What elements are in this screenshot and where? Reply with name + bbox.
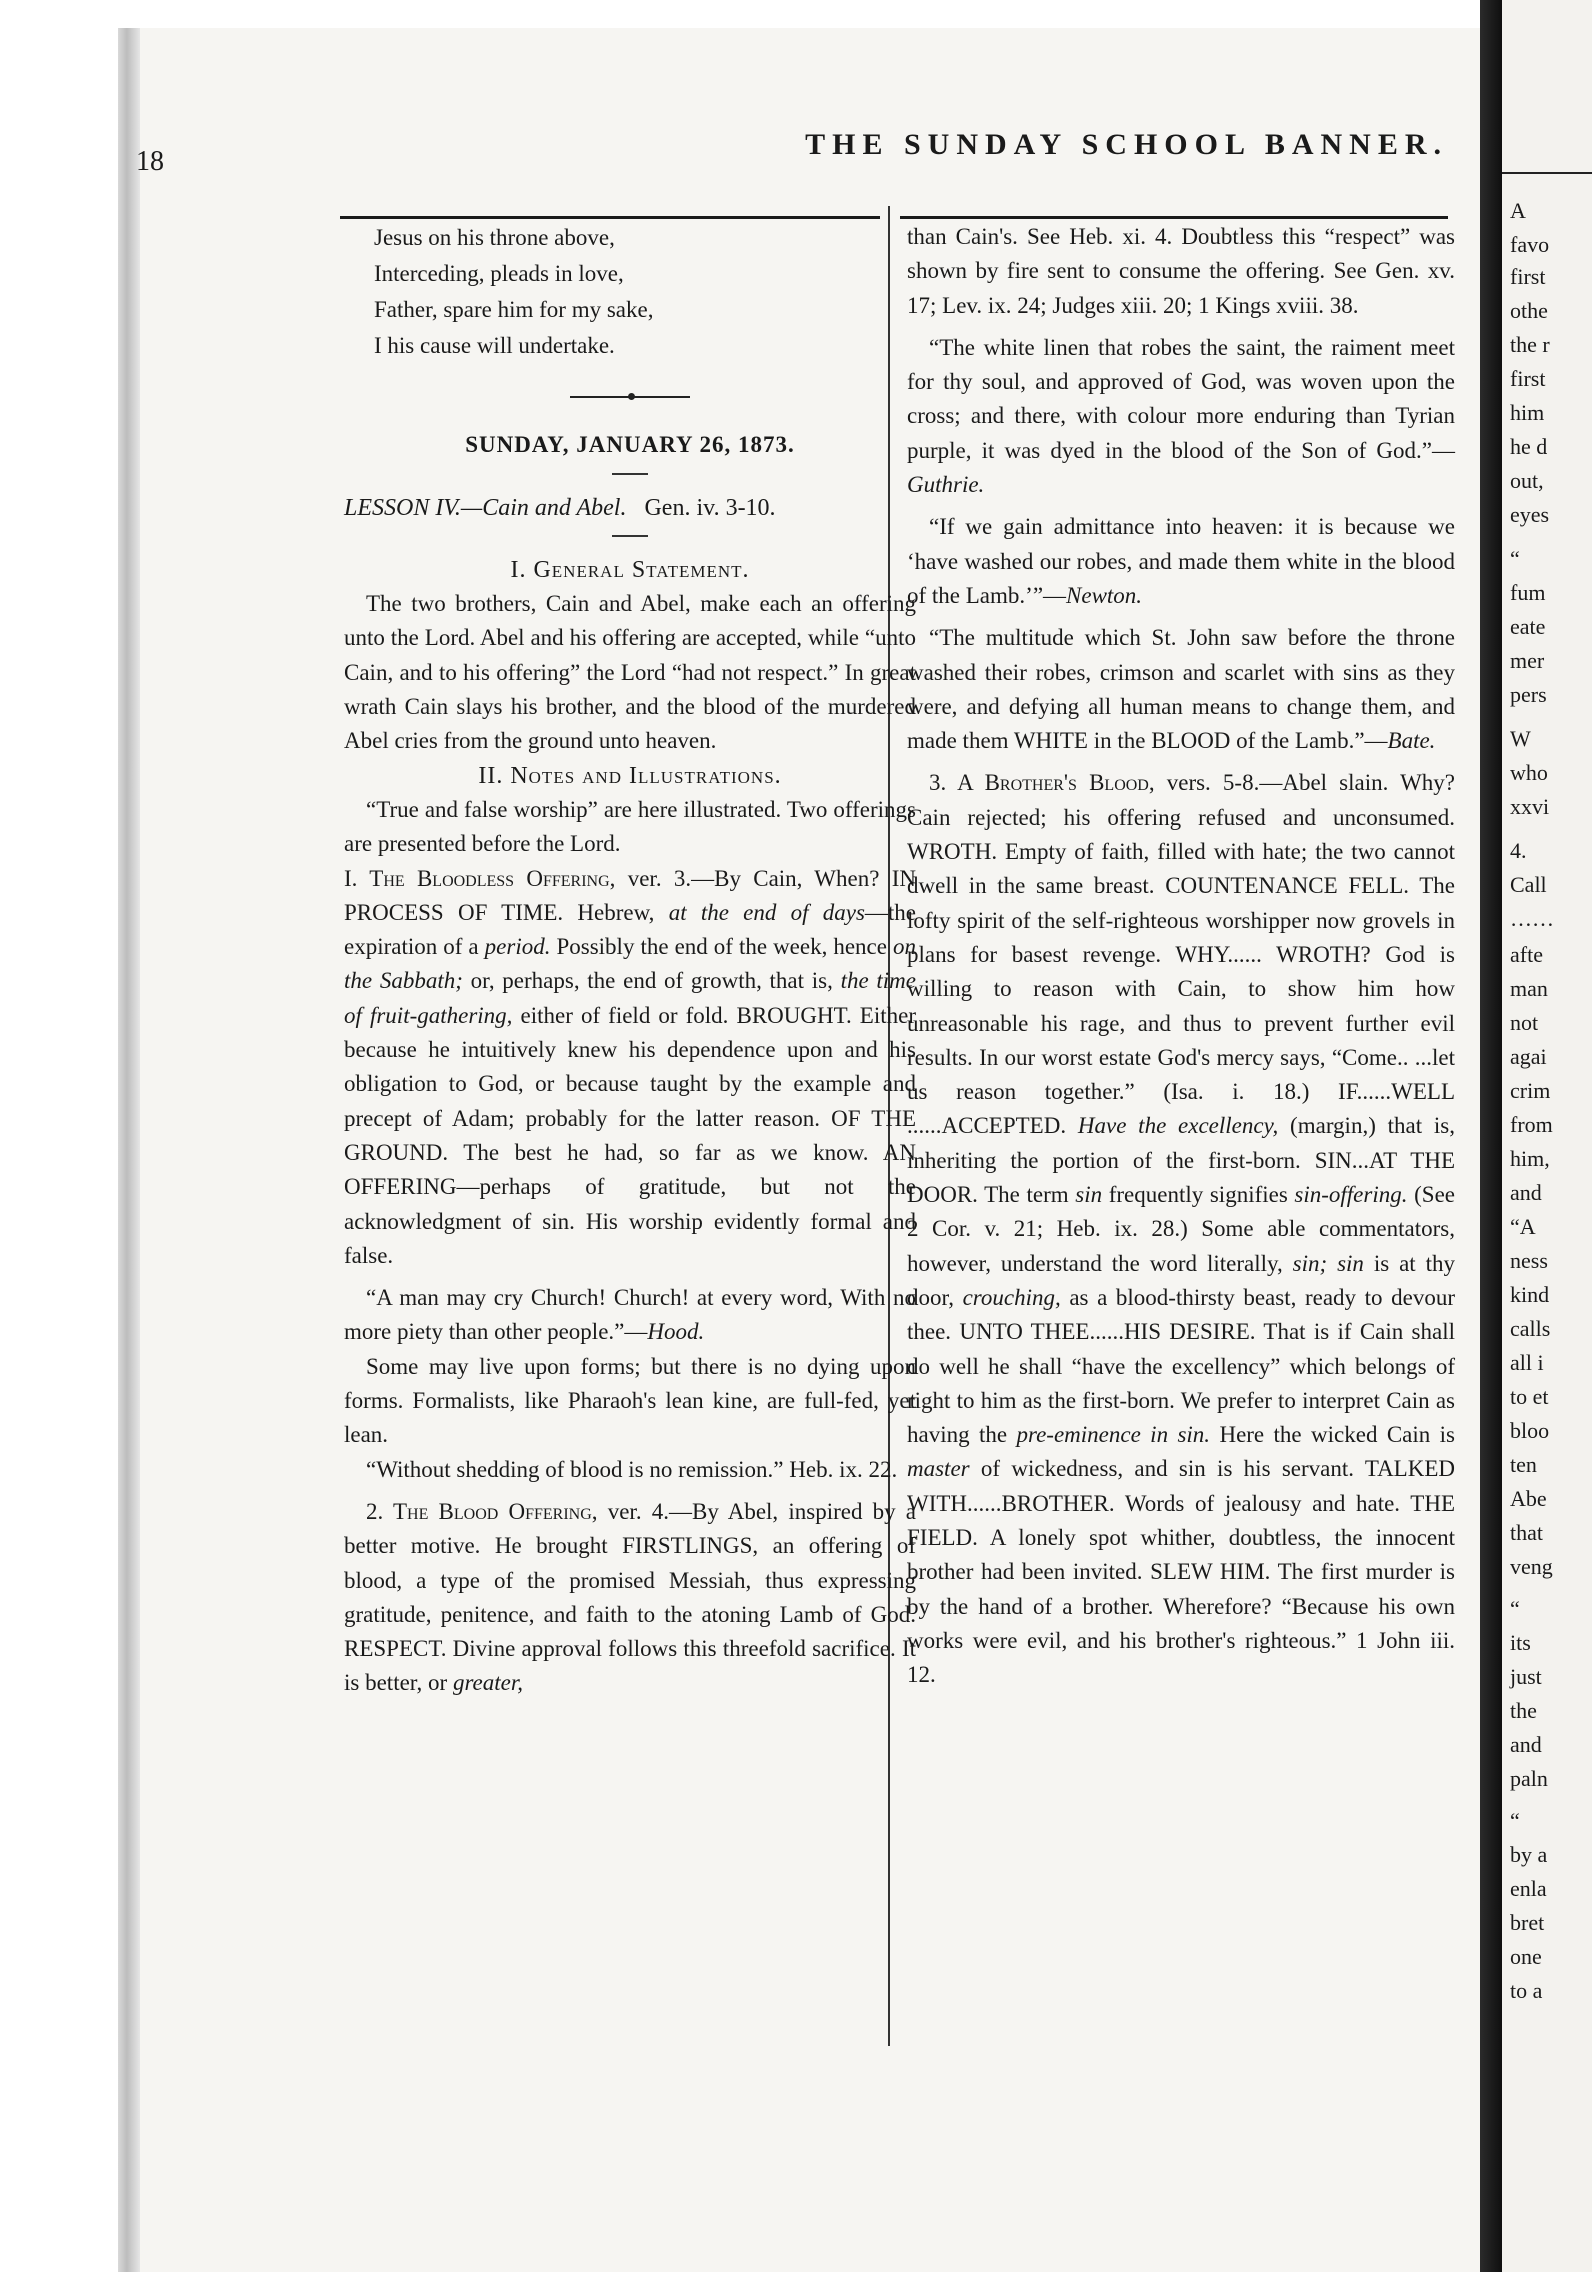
- adjacent-page-text-fragment: to a: [1510, 1978, 1543, 2003]
- right-column: [907, 220, 1455, 1692]
- adjacent-page-text-fragment: man: [1510, 976, 1548, 1001]
- text-run: —the expiration of a: [344, 899, 917, 960]
- guthrie-quote: [907, 331, 1455, 502]
- adjacent-page-text-fragment: bloo: [1510, 1418, 1550, 1443]
- adjacent-page-text-fragment: ten: [1510, 1452, 1537, 1477]
- adjacent-page-text-fragment: crim: [1510, 1078, 1551, 1103]
- quote-author: Guthrie.: [907, 472, 985, 498]
- binding-gutter: [1480, 0, 1502, 2272]
- adjacent-page-text-fragment: to et: [1510, 1384, 1549, 1409]
- quote-author: Hood.: [647, 1319, 705, 1345]
- text-run: ver. 4.—By Abel, inspired by a better motive. He brought FIRSTLINGS, an offering of blood, a type of the promised Messiah, thus expressing gratitude, penitence, and faith to the atoning Lamb of God. RESPECT. Divine approval follows this threefold sacrifice. It is better, or: [344, 1498, 917, 1696]
- poem-line: Interceding, pleads in love,: [374, 261, 624, 286]
- quote-author: Newton.: [1066, 582, 1143, 608]
- adjacent-page-text-fragment: the: [1510, 1698, 1537, 1723]
- adjacent-page-text-fragment: not: [1510, 1010, 1539, 1035]
- italic-run: period.: [484, 934, 551, 960]
- poem-line: Father, spare him for my sake,: [374, 297, 654, 322]
- header-rule-left: [340, 216, 880, 219]
- italic-run: sin-offering.: [1294, 1182, 1408, 1208]
- italic-run: master: [907, 1456, 970, 1482]
- adjacent-page-text-fragment: he d: [1510, 434, 1548, 459]
- adjacent-page-text-fragment: all i: [1510, 1350, 1544, 1375]
- bloodless-offering-paragraph: [344, 862, 916, 1274]
- general-statement-paragraph: The two brothers, Cain and Abel, make each an offering unto the Lord. Abel and his offering are accepted, while “unto Cain, and to his offering” the Lord “had not respect.” In great wrath Cain slays his brother, and the blood of the murdered Abel cries from the ground unto heaven.: [344, 591, 916, 754]
- lesson-label: LESSON IV.—Cain and Abel.: [344, 494, 627, 521]
- adjacent-page-text-fragment: him,: [1510, 1146, 1550, 1171]
- short-rule: [612, 473, 648, 475]
- adjacent-page-text-fragment: enla: [1510, 1876, 1547, 1901]
- brothers-blood-heading: 3. A Brother's Blood,: [929, 770, 1155, 796]
- italic-run: the time of fruit-gathering,: [344, 968, 916, 1028]
- continued-paragraph: than Cain's. See Heb. xi. 4. Doubtless this “respect” was shown by fire sent to consume the offering. See Gen. xv. 17; Lev. ix. 24; Judges xiii. 20; 1 Kings xviii. 38.: [907, 224, 1455, 318]
- italic-run: sin: [1075, 1182, 1103, 1208]
- date-heading: SUNDAY, JANUARY 26, 1873.: [465, 432, 795, 458]
- poem-line: I his cause will undertake.: [374, 333, 615, 358]
- lesson-title: [344, 491, 916, 525]
- section-heading-general-statement: I. General Statement.: [510, 556, 750, 583]
- adjacent-page-text-fragment: 4.: [1510, 838, 1527, 863]
- adjacent-page-text-fragment: “A: [1510, 1214, 1536, 1239]
- shedding-paragraph: “Without shedding of blood is no remission.” Heb. ix. 22.: [366, 1456, 898, 1482]
- quote-text: “The white linen that robes the saint, the raiment meet for thy soul, and approved of God, was woven upon the cross; and there, with colour more enduring than Tyrian purple, it was dyed in the blood of the Son of God.”—: [907, 334, 1455, 463]
- header-rule-right: [900, 216, 1448, 219]
- adjacent-page-text-fragment: from: [1510, 1112, 1553, 1137]
- left-column: [344, 220, 916, 1701]
- section-heading-notes: II. Notes and Illustrations.: [478, 762, 782, 789]
- adjacent-page-rule: [1502, 172, 1592, 174]
- text-run: ver. 3.—By Cain, When? IN PROCESS OF TIME. Hebrew,: [344, 865, 916, 925]
- adjacent-page-text-fragment: kind: [1510, 1282, 1550, 1307]
- lesson-reference: Gen. iv. 3-10.: [644, 494, 776, 521]
- adjacent-page-text-fragment: Call: [1510, 872, 1547, 897]
- text-run: of wickedness, and sin is his servant. TALKED WITH......BROTHER. Words of jealousy and hate. THE FIELD. A lonely spot whither, doubtless, the innocent brother had been invited. SLEW HIM. The first murder is by the hand of a brother. Wherefore? “Because his own works were evil, and his brother's righteous.” 1 John iii. 12.: [907, 1456, 1455, 1688]
- brothers-blood-paragraph: [907, 766, 1455, 1692]
- italic-run: sin; sin: [1292, 1250, 1364, 1276]
- bate-quote: [907, 621, 1455, 758]
- adjacent-page-text-fragment: “: [1510, 546, 1520, 571]
- adjacent-page-fragment: [1502, 0, 1592, 2272]
- quote-text: “The multitude which St. John saw before the throne washed their robes, crimson and scarlet with sins as they were, and defying all human means to change them, and made them WHITE in the BLOOD of the Lamb.”—: [907, 625, 1455, 754]
- quote-author: Bate.: [1387, 728, 1436, 754]
- adjacent-page-text-fragment: by a: [1510, 1842, 1548, 1867]
- page-edge-shadow: [118, 28, 140, 2272]
- adjacent-page-text-fragment: othe: [1510, 298, 1548, 323]
- text-run: either of field or fold. BROUGHT. Either because he intuitively knew his dependence upon and his obligation to God, or because taught by the example and precept of Adam; probably for the latter reason. OF THE GROUND. The best he had, so far as we know. AN OFFERING—perhaps of gratitude, but not the acknowledgment of sin. His worship evidently formal and false.: [344, 1002, 916, 1268]
- adjacent-page-text-fragment: xxvi: [1510, 794, 1550, 819]
- notes-intro-paragraph: “True and false worship” are here illustrated. Two offerings are presented before the Lord.: [344, 796, 916, 857]
- adjacent-page-text-fragment: afte: [1510, 942, 1543, 967]
- adjacent-page-text-fragment: ……: [1510, 906, 1554, 931]
- text-run: is at thy door,: [907, 1250, 1455, 1310]
- adjacent-page-text-fragment: who: [1510, 760, 1548, 785]
- adjacent-page-text-fragment: paln: [1510, 1766, 1548, 1791]
- adjacent-page-text-fragment: eyes: [1510, 502, 1550, 527]
- italic-run: greater,: [452, 1670, 523, 1696]
- bloodless-offering-heading: I. The Bloodless Offering,: [344, 865, 616, 891]
- blood-offering-heading: 2. The Blood Offering,: [366, 1498, 598, 1524]
- adjacent-page-text-fragment: that: [1510, 1520, 1543, 1545]
- adjacent-page-text-fragment: mer: [1510, 648, 1545, 673]
- adjacent-page-text-fragment: fum: [1510, 580, 1546, 605]
- page-number: 18: [136, 146, 164, 177]
- adjacent-page-text-fragment: its: [1510, 1630, 1531, 1655]
- adjacent-page-text-fragment: just: [1510, 1664, 1542, 1689]
- poem-line: Jesus on his throne above,: [374, 225, 615, 250]
- italic-run: at the end of days: [668, 899, 865, 925]
- adjacent-page-text-fragment: first: [1510, 366, 1546, 391]
- poem: [374, 220, 916, 364]
- section-ornament: [344, 378, 916, 412]
- adjacent-page-text-fragment: and: [1510, 1732, 1542, 1757]
- text-run: (margin,) that is, inheriting the portion of the first-born. SIN...AT THE DOOR. The term: [907, 1113, 1455, 1208]
- forms-paragraph: Some may live upon forms; but there is no dying upon forms. Formalists, like Pharaoh's lean kine, are full-fed, yet lean.: [344, 1353, 916, 1448]
- text-run: Possibly the end of the week, hence: [550, 934, 893, 960]
- running-title: THE SUNDAY SCHOOL BANNER.: [805, 128, 1448, 161]
- italic-run: Have the excellency,: [1077, 1113, 1279, 1139]
- newton-quote: [907, 510, 1455, 613]
- scan-background: [0, 0, 120, 2272]
- adjacent-page-text-fragment: “: [1510, 1808, 1520, 1833]
- adjacent-page-text-fragment: A: [1510, 198, 1526, 223]
- adjacent-page-text-fragment: “: [1510, 1596, 1520, 1621]
- adjacent-page-text-fragment: first: [1510, 264, 1546, 289]
- italic-run: on the Sabbath;: [344, 934, 916, 994]
- adjacent-page-text-fragment: veng: [1510, 1554, 1553, 1579]
- text-run: Here the wicked Cain is: [1210, 1422, 1456, 1448]
- adjacent-page-text-fragment: out,: [1510, 468, 1544, 493]
- adjacent-page-text-fragment: the r: [1510, 332, 1550, 357]
- adjacent-page-text-fragment: ness: [1510, 1248, 1548, 1273]
- text-run: vers. 5-8.—Abel slain. Why? Cain rejected; his offering refused and unconsumed. WROTH. Empty of faith, filled with hate; the two cannot dwell in the same breast. COUNTENANCE FELL. The lofty spirit of the self-righteous worshipper now grovels in plans for basest revenge. WHY...... WROTH? God is willing to reason with Cain, to show him how unreasonable his rage, and thus to prevent further evil results. In our worst estate God's mercy says, “Come.. ...let us reason together.” (Isa. i. 18.) IF......WELL ......ACCEPTED.: [907, 770, 1455, 1139]
- short-rule: [612, 535, 648, 537]
- adjacent-page-text-fragment: calls: [1510, 1316, 1551, 1341]
- quote-text: “A man may cry Church! Church! at every word, With no more piety than other people.”—: [344, 1285, 916, 1345]
- adjacent-page-text-fragment: pers: [1510, 682, 1547, 707]
- adjacent-page-text-fragment: favo: [1510, 232, 1550, 257]
- hood-quote: [344, 1281, 916, 1350]
- italic-run: pre-eminence in sin.: [1016, 1422, 1211, 1448]
- adjacent-page-text-fragment: Abe: [1510, 1486, 1547, 1511]
- quote-text: “If we gain admittance into heaven: it is because we ‘have washed our robes, and made them white in the blood of the Lamb.’”—: [907, 514, 1455, 608]
- adjacent-page-text-fragment: agai: [1510, 1044, 1547, 1069]
- adjacent-page-text-fragment: bret: [1510, 1910, 1545, 1935]
- text-run: or, perhaps, the end of growth, that is,: [462, 968, 841, 994]
- text-run: as a blood-thirsty beast, ready to devour thee. UNTO THEE......HIS DESIRE. That is if Cain shall do well he shall “have the excellency” which belongs of right to him as the first-born. We prefer to interpret Cain as having the: [907, 1284, 1455, 1448]
- adjacent-page-text-fragment: one: [1510, 1944, 1542, 1969]
- text-run: (See 2 Cor. v. 21; Heb. ix. 28.) Some able commentators, however, understand the word literally,: [907, 1182, 1455, 1276]
- blood-offering-paragraph: [344, 1495, 916, 1701]
- text-run: frequently signifies: [1102, 1182, 1295, 1208]
- adjacent-page-text-fragment: him: [1510, 400, 1545, 425]
- adjacent-page-text-fragment: eate: [1510, 614, 1546, 639]
- adjacent-page-text-fragment: and: [1510, 1180, 1542, 1205]
- adjacent-page-text-fragment: W: [1510, 726, 1531, 751]
- italic-run: crouching,: [962, 1284, 1061, 1310]
